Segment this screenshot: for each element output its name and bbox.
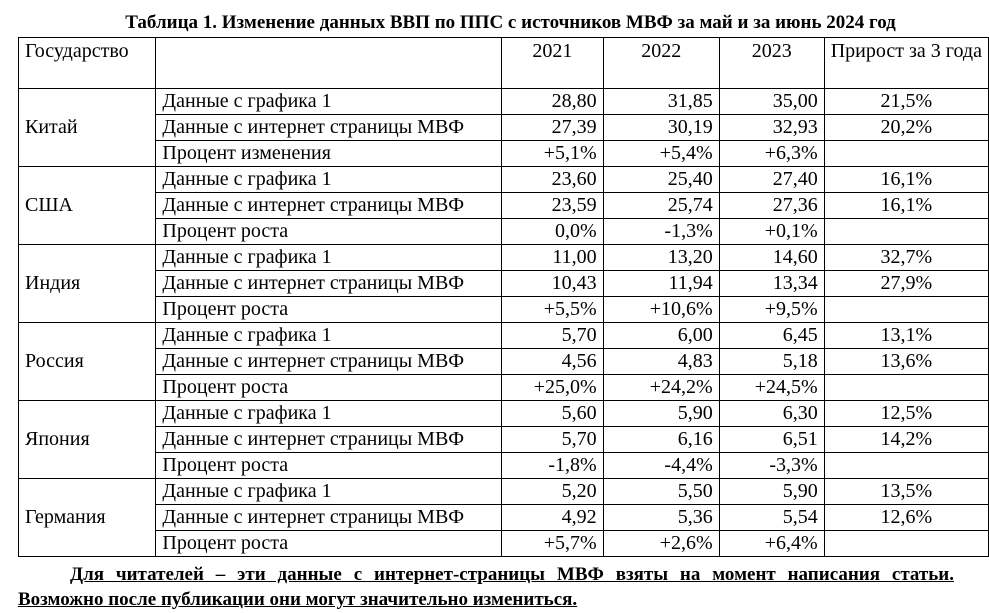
table-row (19, 271, 989, 297)
value-2022: 30,19 (603, 115, 719, 141)
header-growth: Прирост за 3 года (824, 38, 988, 89)
gdp-table-body (19, 38, 989, 557)
row-label: Данные с интернет страницы МВФ (156, 115, 502, 141)
growth-value: 12,5% (824, 401, 988, 427)
row-label: Процент роста (156, 219, 502, 245)
country-name: Германия (19, 479, 156, 557)
value-2023: +0,1% (719, 219, 824, 245)
value-2021: +5,7% (502, 531, 604, 557)
value-2021: 5,20 (502, 479, 604, 505)
value-2023: 35,00 (719, 89, 824, 115)
row-label: Данные с интернет страницы МВФ (156, 427, 502, 453)
table-row (19, 531, 989, 557)
value-2021: 4,92 (502, 505, 604, 531)
table-row (19, 193, 989, 219)
value-2021: 11,00 (502, 245, 604, 271)
value-2022: 4,83 (603, 349, 719, 375)
table-row (19, 479, 989, 505)
growth-value: 14,2% (824, 427, 988, 453)
value-2023: +6,4% (719, 531, 824, 557)
value-2022: 25,40 (603, 167, 719, 193)
value-2023: 5,54 (719, 505, 824, 531)
value-2021: 0,0% (502, 219, 604, 245)
value-2023: 27,36 (719, 193, 824, 219)
value-2021: 5,70 (502, 427, 604, 453)
table-row (19, 453, 989, 479)
value-2021: 5,60 (502, 401, 604, 427)
header-source (156, 38, 502, 89)
growth-value: 12,6% (824, 505, 988, 531)
value-2023: +9,5% (719, 297, 824, 323)
country-name: Китай (19, 89, 156, 167)
value-2023: 6,45 (719, 323, 824, 349)
row-label: Данные с интернет страницы МВФ (156, 349, 502, 375)
value-2023: 27,40 (719, 167, 824, 193)
table-row (19, 245, 989, 271)
value-2022: -4,4% (603, 453, 719, 479)
value-2022: -1,3% (603, 219, 719, 245)
table-row (19, 375, 989, 401)
value-2022: +10,6% (603, 297, 719, 323)
value-2022: 6,16 (603, 427, 719, 453)
value-2021: 5,70 (502, 323, 604, 349)
value-2022: +2,6% (603, 531, 719, 557)
header-row (19, 38, 989, 89)
value-2021: +5,1% (502, 141, 604, 167)
country-name: Россия (19, 323, 156, 401)
table-row (19, 89, 989, 115)
value-2023: +6,3% (719, 141, 824, 167)
value-2023: 32,93 (719, 115, 824, 141)
value-2021: 4,56 (502, 349, 604, 375)
value-2022: 31,85 (603, 89, 719, 115)
growth-value (824, 375, 988, 401)
value-2021: 10,43 (502, 271, 604, 297)
header-year-2022: 2022 (603, 38, 719, 89)
row-label: Процент роста (156, 531, 502, 557)
value-2022: 25,74 (603, 193, 719, 219)
growth-value: 13,5% (824, 479, 988, 505)
growth-value (824, 453, 988, 479)
row-label: Данные с графика 1 (156, 245, 502, 271)
row-label: Процент роста (156, 375, 502, 401)
table-row (19, 401, 989, 427)
value-2022: +24,2% (603, 375, 719, 401)
growth-value: 20,2% (824, 115, 988, 141)
table-row (19, 141, 989, 167)
header-year-2023: 2023 (719, 38, 824, 89)
row-label: Процент изменения (156, 141, 502, 167)
growth-value: 27,9% (824, 271, 988, 297)
value-2021: 23,59 (502, 193, 604, 219)
row-label: Данные с графика 1 (156, 89, 502, 115)
value-2023: 5,18 (719, 349, 824, 375)
table-row (19, 115, 989, 141)
value-2022: 5,90 (603, 401, 719, 427)
growth-value (824, 219, 988, 245)
row-label: Данные с графика 1 (156, 323, 502, 349)
value-2021: +5,5% (502, 297, 604, 323)
value-2023: 6,30 (719, 401, 824, 427)
table-row (19, 323, 989, 349)
table-row (19, 349, 989, 375)
row-label: Данные с интернет страницы МВФ (156, 505, 502, 531)
value-2023: 6,51 (719, 427, 824, 453)
row-label: Данные с графика 1 (156, 167, 502, 193)
value-2021: -1,8% (502, 453, 604, 479)
value-2023: 13,34 (719, 271, 824, 297)
value-2022: +5,4% (603, 141, 719, 167)
growth-value: 16,1% (824, 193, 988, 219)
value-2023: +24,5% (719, 375, 824, 401)
header-year-2021: 2021 (502, 38, 604, 89)
country-name: Япония (19, 401, 156, 479)
value-2022: 11,94 (603, 271, 719, 297)
table-row (19, 219, 989, 245)
growth-value (824, 141, 988, 167)
row-label: Данные с графика 1 (156, 401, 502, 427)
table-row (19, 167, 989, 193)
row-label: Данные с интернет страницы МВФ (156, 193, 502, 219)
value-2023: 14,60 (719, 245, 824, 271)
table-row (19, 297, 989, 323)
value-2021: 28,80 (502, 89, 604, 115)
growth-value: 13,6% (824, 349, 988, 375)
growth-value: 13,1% (824, 323, 988, 349)
table-row (19, 427, 989, 453)
growth-value: 16,1% (824, 167, 988, 193)
value-2022: 6,00 (603, 323, 719, 349)
gdp-table (18, 37, 989, 557)
country-name: Индия (19, 245, 156, 323)
value-2022: 5,36 (603, 505, 719, 531)
value-2023: 5,90 (719, 479, 824, 505)
reader-note: Для читателей – эти данные с интернет-страницы МВФ взяты на момент написания статьи. Возможно после публикации они могут значительно измениться. (18, 564, 954, 610)
header-country: Государство (19, 38, 156, 89)
value-2021: 27,39 (502, 115, 604, 141)
row-label: Процент роста (156, 453, 502, 479)
table-title: Таблица 1. Изменение данных ВВП по ППС с источников МВФ за май и за июнь 2024 год (125, 12, 896, 33)
value-2021: +25,0% (502, 375, 604, 401)
growth-value: 21,5% (824, 89, 988, 115)
country-name: США (19, 167, 156, 245)
value-2022: 13,20 (603, 245, 719, 271)
table-row (19, 505, 989, 531)
growth-value (824, 531, 988, 557)
value-2023: -3,3% (719, 453, 824, 479)
value-2022: 5,50 (603, 479, 719, 505)
growth-value: 32,7% (824, 245, 988, 271)
value-2021: 23,60 (502, 167, 604, 193)
row-label: Данные с графика 1 (156, 479, 502, 505)
row-label: Процент роста (156, 297, 502, 323)
growth-value (824, 297, 988, 323)
row-label: Данные с интернет страницы МВФ (156, 271, 502, 297)
